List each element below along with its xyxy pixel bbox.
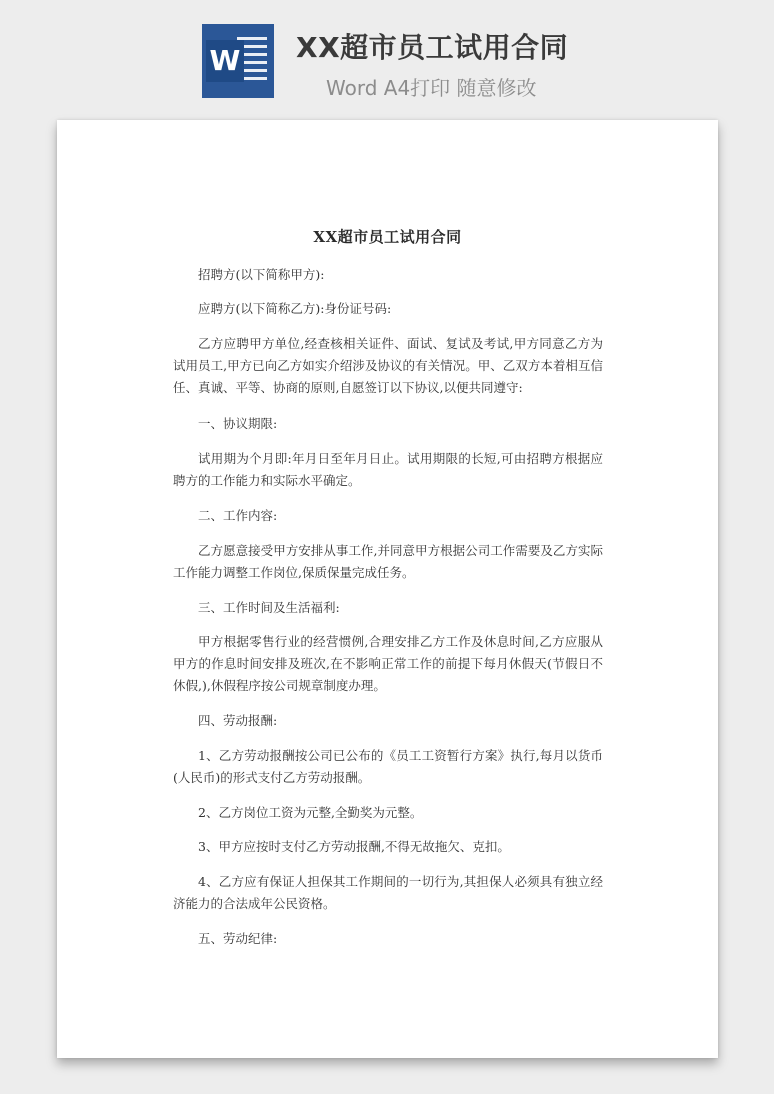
header-title: XX超市员工试用合同	[296, 31, 569, 64]
document-page	[57, 120, 718, 1058]
paragraph-preamble: 乙方应聘甲方单位,经查核相关证件、面试、复试及考试,甲方同意乙方为试用员工,甲方已向乙方如实介绍涉及协议的有关情况。甲、乙双方本着相互信任、真诚、平等、协商的原则,自愿签订以下协议,以便共同遵守:	[173, 336, 603, 395]
paragraph-hours: 甲方根据零售行业的经营惯例,合理安排乙方工作及休息时间,乙方应服从甲方的作息时间安排及班次,在不影响正常工作的前提下每月休假天(节假日不休假,),休假程序按公司规章制度办理。	[173, 634, 603, 693]
paragraph-pay-3: 3、甲方应按时支付乙方劳动报酬,不得无故拖欠、克扣。	[198, 839, 510, 854]
document-title: XX超市员工试用合同	[313, 228, 462, 246]
header-subtitle: Word A4打印 随意修改	[326, 76, 537, 100]
paragraph-pay-4: 4、乙方应有保证人担保其工作期间的一切行为,其担保人必须具有独立经济能力的合法成年公民资格。	[173, 874, 603, 911]
paragraph-work: 乙方愿意接受甲方安排从事工作,并同意甲方根据公司工作需要及乙方实际工作能力调整工作岗位,保质保量完成任务。	[173, 543, 603, 580]
page-header	[0, 0, 774, 110]
paragraph-term: 试用期为个月即:年月日至年月日止。试用期限的长短,可由招聘方根据应聘方的工作能力和实际水平确定。	[173, 451, 603, 488]
paragraph-pay-1: 1、乙方劳动报酬按公司已公布的《员工工资暂行方案》执行,每月以货币(人民币)的形式支付乙方劳动报酬。	[173, 748, 603, 785]
section-heading-discipline: 五、劳动纪律:	[198, 931, 278, 946]
section-heading-work: 二、工作内容:	[198, 508, 278, 523]
paragraph-pay-2: 2、乙方岗位工资为元整,全勤奖为元整。	[198, 805, 423, 820]
section-heading-hours: 三、工作时间及生活福利:	[198, 600, 340, 615]
section-heading-pay: 四、劳动报酬:	[198, 713, 278, 728]
word-icon	[202, 24, 274, 98]
word-letter: W	[206, 40, 244, 82]
paragraph-recruiter: 招聘方(以下简称甲方):	[198, 267, 325, 282]
paragraph-applicant: 应聘方(以下简称乙方):身份证号码:	[198, 301, 392, 316]
section-heading-term: 一、协议期限:	[198, 416, 278, 431]
